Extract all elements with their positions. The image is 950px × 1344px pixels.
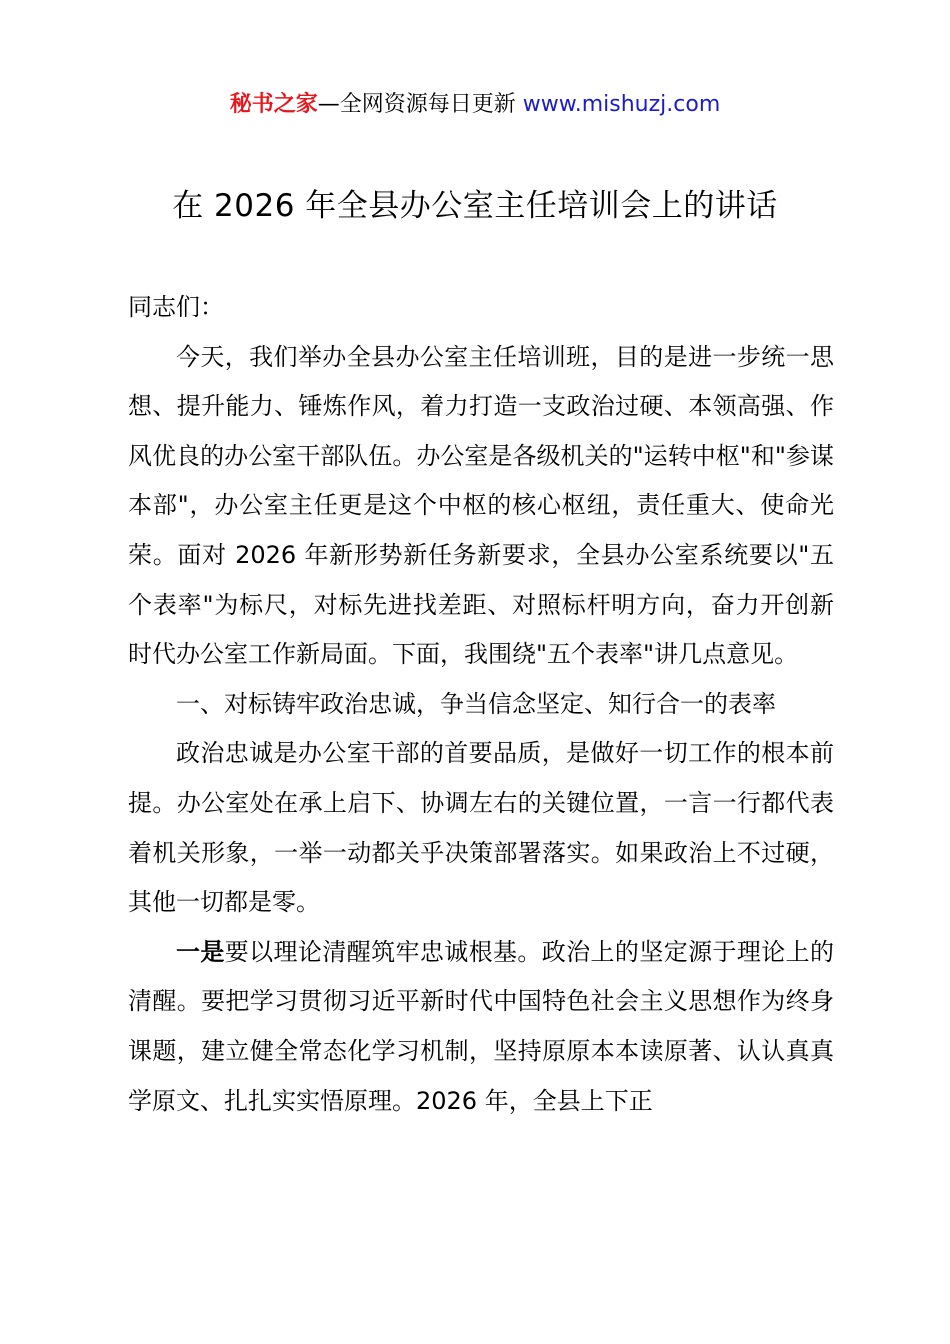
point-one-text: 要以理论清醒筑牢忠诚根基。政治上的坚定源于理论上的清醒。要把学习贯彻习近平新时代中国特色社会主义思想作为终身课题，建立健全常态化学习机制，坚持原原本本读原著、认认真真学原文、扎扎实实悟原理。2026 年，全县上下正 — [128, 937, 835, 1115]
site-name: 秘书之家 — [229, 92, 318, 117]
document-title: 在 2026 年全县办公室主任培训会上的讲话 — [172, 188, 778, 224]
site-tagline: —全网资源每日更新 — [317, 92, 523, 117]
document-body — [128, 283, 834, 1126]
site-url-link[interactable]: www.mishuzj.com — [522, 92, 721, 117]
intro-paragraph: 今天，我们举办全县办公室主任培训班，目的是进一步统一思想、提升能力、锤炼作风，着力打造一支政治过硬、本领高强、作风优良的办公室干部队伍。办公室是各级机关的"运转中枢"和"参谋本部"，办公室主任更是这个中枢的核心枢纽，责任重大、使命光荣。面对 2026 年新形势新任务新要求，全县办公室系统要以"五个表率"为标尺，对标先进找差距、对照标杆明方向，奋力开创新时代办公室工作新局面。下面，我围绕"五个表率"讲几点意见。 — [128, 342, 834, 669]
point-one-paragraph — [128, 928, 834, 1126]
section-paragraph: 政治忠诚是办公室干部的首要品质，是做好一切工作的根本前提。办公室处在承上启下、协调左右的关键位置，一言一行都代表着机关形象，一举一动都关乎决策部署落实。如果政治上不过硬，其他一切都是零。 — [128, 739, 834, 917]
site-header — [0, 88, 950, 122]
section-heading: 一、对标铸牢政治忠诚，争当信念坚定、知行合一的表率 — [176, 689, 776, 718]
point-one-lead: 一是 — [176, 937, 225, 966]
salutation: 同志们： — [128, 293, 224, 321]
